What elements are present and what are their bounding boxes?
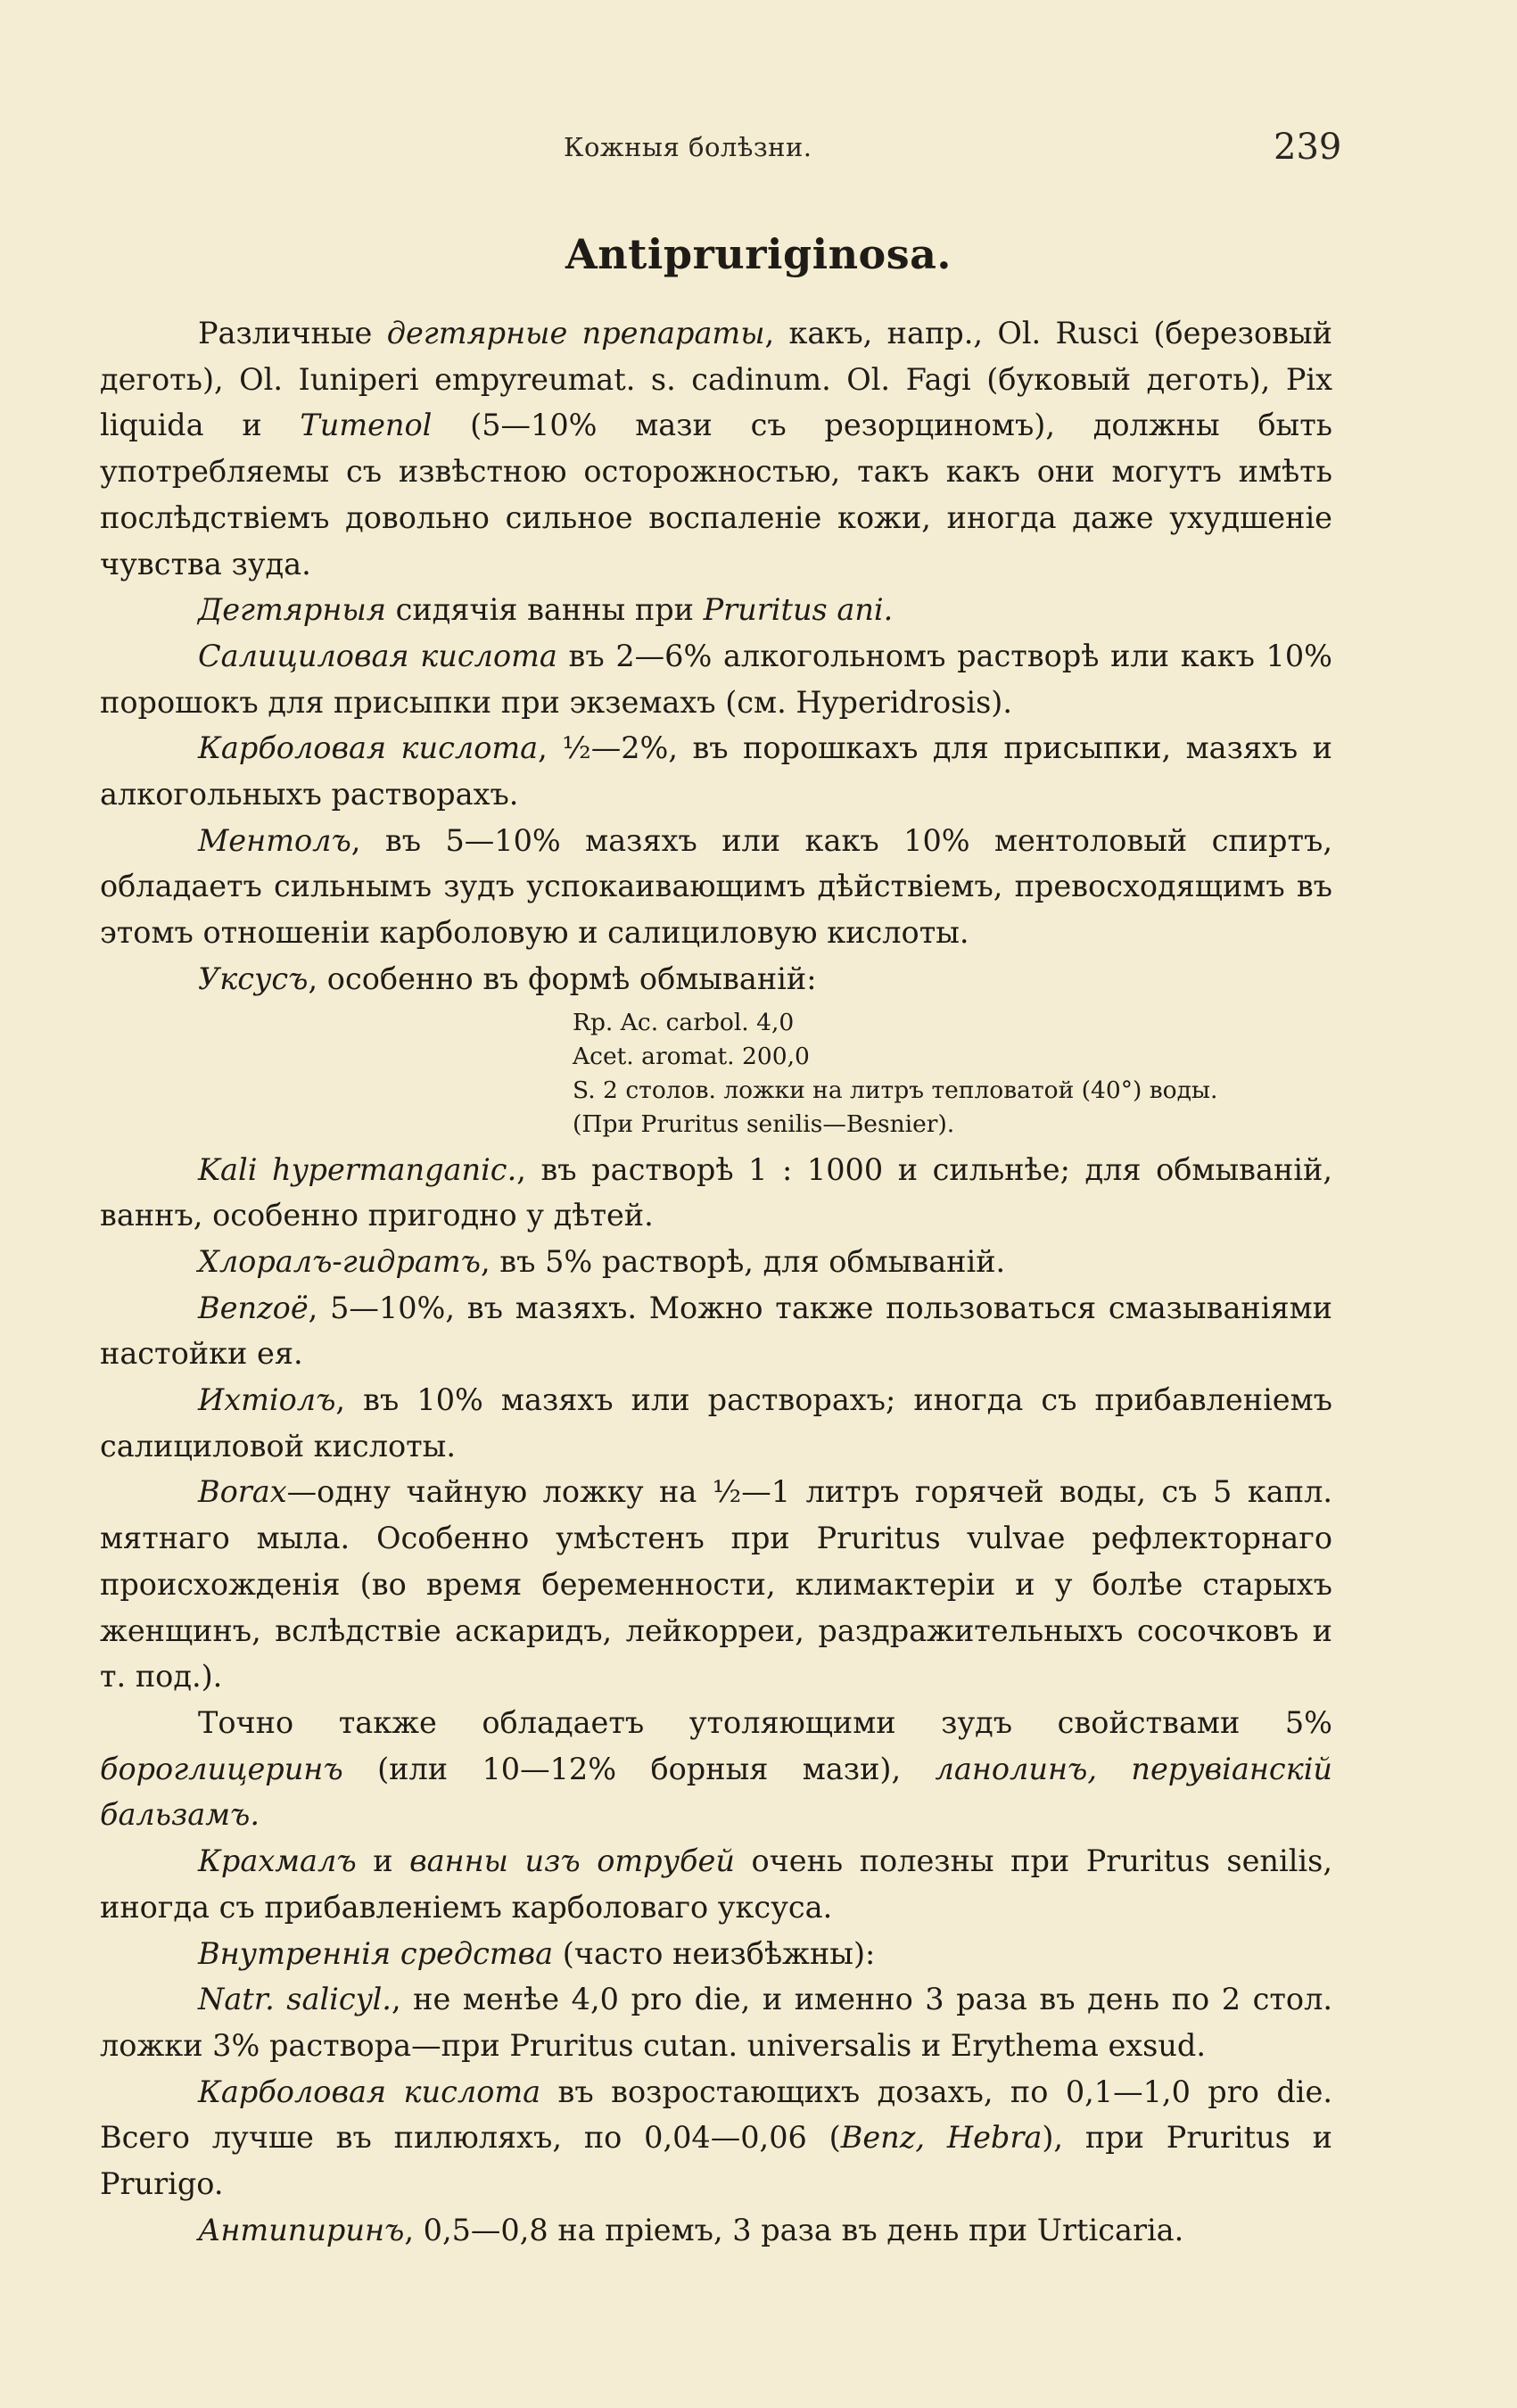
prescription xyxy=(573,1006,1332,1142)
paragraphs-before-recipe xyxy=(100,310,1332,1002)
text-segment: , не менѣе 4,0 pro die, и именно 3 раза въ день по 2 стол. ложки 3% раствора—при Pruritus cutan. universalis и Erythema exsud. xyxy=(100,1982,1332,2063)
emphasis-text: Карболовая кислота xyxy=(198,2074,541,2109)
text-segment: и xyxy=(356,1843,410,1879)
emphasis-text: Natr. salicyl. xyxy=(198,1982,392,2017)
emphasis-text: Borax xyxy=(198,1474,287,1510)
emphasis-text: бороглицеринъ xyxy=(100,1751,343,1786)
text-segment: , особенно въ формѣ обмываній: xyxy=(308,961,817,996)
emphasis-text: Kali hypermanganic. xyxy=(198,1151,517,1187)
paragraph-p8 xyxy=(100,1239,1332,1285)
text-segment: , ½—2%, въ порошкахъ для присыпки, мазяхъ и алкогольныхъ растворахъ. xyxy=(100,730,1332,812)
paragraph-p12 xyxy=(100,1700,1332,1838)
paragraph-p9 xyxy=(100,1285,1332,1377)
paragraph-p10 xyxy=(100,1377,1332,1469)
emphasis-text: ванны изъ отрубей xyxy=(409,1843,735,1879)
text-segment: очень полезны при Pruritus senilis, иногда съ прибавленіемъ карболоваго уксуса. xyxy=(100,1843,1332,1925)
emphasis-text: Ментолъ xyxy=(198,822,351,858)
text-segment: (часто неизбѣжны): xyxy=(553,1935,876,1971)
paragraph-p3 xyxy=(100,633,1332,725)
emphasis-text: Tumenol xyxy=(300,408,433,443)
emphasis-text: ланолинъ, перувіанскій бальзамъ. xyxy=(100,1751,1332,1833)
emphasis-text: Pruritus ani. xyxy=(703,592,894,628)
text-segment: , 0,5—0,8 на пріемъ, 3 раза въ день при Urticaria. xyxy=(404,2212,1184,2247)
emphasis-text: дегтярные препараты xyxy=(386,316,765,350)
emphasis-text: Хлоралъ-гидратъ xyxy=(198,1243,481,1279)
paragraph-p5 xyxy=(100,818,1332,956)
paragraph-p1 xyxy=(100,310,1332,587)
paragraph-p2 xyxy=(100,587,1332,633)
text-segment: —одну чайную ложку на ½—1 литръ горячей воды, съ 5 капл. мятнаго мыла. Особенно умѣстенъ при Pruritus vulvae рефлекторнаго происхожденія (во время беременности, климактеріи и у болѣе старыхъ женщинъ, вслѣдствіе аскаридъ, лейкорреи, раздражительныхъ сосочковъ и т. под.). xyxy=(100,1474,1332,1695)
paragraph-p13 xyxy=(100,1838,1332,1930)
text-segment: (или 10—12% борныя мази), xyxy=(342,1751,936,1786)
paragraph-p7 xyxy=(100,1147,1332,1239)
text-segment: ), при Pruritus и Prurigo. xyxy=(100,2120,1333,2202)
text-segment: сидячія ванны при xyxy=(385,592,704,628)
running-header: Кожныя болѣзни. xyxy=(564,132,812,162)
text-segment: , въ растворѣ 1 : 1000 и сильнѣе; для обмываній, ваннъ, особенно пригодно у дѣтей. xyxy=(100,1151,1332,1233)
emphasis-text: Антипиринъ xyxy=(198,2212,405,2247)
prescription-line: Acet. aromat. 200,0 xyxy=(573,1042,810,1070)
prescription-line: (При Pruritus senilis—Besnier). xyxy=(573,1109,955,1138)
text-segment: Точно также обладаетъ утоляющими зудъ свойствами 5% xyxy=(198,1704,1332,1740)
emphasis-text: Внутреннія средства xyxy=(198,1935,554,1971)
text-segment: въ 2—6% алкогольномъ растворѣ или какъ 10% порошокъ для присыпки при экземахъ (см. Hyperidrosis). xyxy=(100,638,1332,720)
paragraph-p14 xyxy=(100,1931,1332,1977)
paragraph-p16 xyxy=(100,2069,1332,2207)
emphasis-text: Уксусъ xyxy=(198,961,309,996)
text-segment: , какъ, напр., Ol. Rusci (березовый деготь), Ol. Iuniperi empyreumat. s. cadinum. Ol. Fagi (буковый деготь), Pix liquida и xyxy=(100,316,1332,443)
paragraph-p15 xyxy=(100,1976,1332,2068)
text-segment: (5—10% мази съ резорциномъ), должны быть употребляемы съ извѣстною осторожностью, такъ какъ они могутъ имѣть послѣдствіемъ довольно сильное воспаленіе кожи, иногда даже ухудшеніе чувства зуда. xyxy=(100,408,1332,581)
emphasis-text: Карболовая кислота xyxy=(198,730,539,766)
emphasis-text: Benzoë xyxy=(198,1290,309,1325)
emphasis-text: Дегтярныя xyxy=(198,592,386,628)
emphasis-text: Ихтіолъ xyxy=(198,1382,336,1418)
text-segment: , въ 5—10% мазяхъ или какъ 10% ментоловый спиртъ, обладаетъ сильнымъ зудъ успокаивающимъ дѣйствіемъ, превосходящимъ въ этомъ отношеніи карболовую и салициловую кислоты. xyxy=(100,822,1332,951)
emphasis-text: Benz, Hebra xyxy=(840,2120,1043,2156)
page-number: 239 xyxy=(1274,127,1342,168)
paragraph-p11 xyxy=(100,1469,1332,1700)
prescription-line: Rp. Ac. carbol. 4,0 xyxy=(573,1008,795,1036)
text-segment: , 5—10%, въ мазяхъ. Можно также пользоваться смазываніями настойки ея. xyxy=(100,1290,1332,1372)
text-segment: , въ 5% растворѣ, для обмываній. xyxy=(481,1243,1006,1279)
emphasis-text: Крахмалъ xyxy=(198,1843,357,1879)
text-segment: въ возростающихъ дозахъ, по 0,1—1,0 pro die. Всего лучше въ пилюляхъ, по 0,04—0,06 ( xyxy=(100,2074,1332,2156)
paragraph-p6 xyxy=(100,956,1332,1002)
paragraphs-after-recipe xyxy=(100,1147,1332,2254)
text-segment: Различные xyxy=(198,316,387,350)
section-title: Antipruriginosa. xyxy=(565,230,952,278)
body-text xyxy=(100,310,1332,2253)
paragraph-p17 xyxy=(100,2207,1332,2254)
emphasis-text: Салициловая кислота xyxy=(198,638,557,673)
prescription-line: S. 2 столов. ложки на литръ тепловатой (40°) воды. xyxy=(573,1076,1218,1104)
text-segment: , въ 10% мазяхъ или растворахъ; иногда съ прибавленіемъ салициловой кислоты. xyxy=(100,1382,1332,1464)
paragraph-p4 xyxy=(100,725,1332,817)
